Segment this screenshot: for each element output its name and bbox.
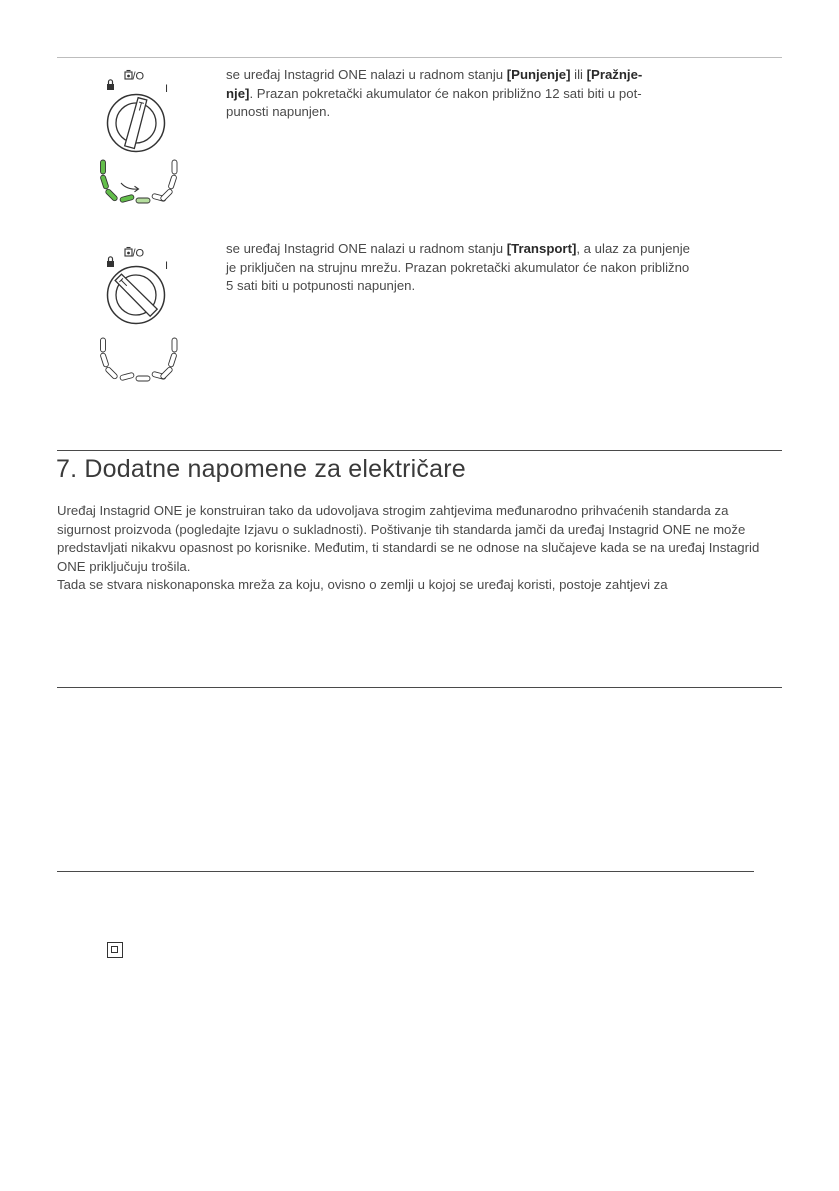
selector-dial-figure-1: [94, 68, 190, 208]
top-divider: [57, 57, 782, 58]
text-2a: se uređaj Instagrid ONE nalazi u radnom stanju: [226, 241, 507, 256]
text-1b: ili: [570, 67, 587, 82]
lock-icon: [107, 80, 114, 90]
mode-transport: [Transport]: [506, 241, 577, 256]
mode-discharging: [Pražnje-: [586, 67, 643, 82]
section-heading: 7. Dodatne napomene za električare: [56, 455, 466, 483]
transport-icon: [125, 71, 132, 80]
paragraph-1: Uređaj Instagrid ONE je konstruiran tako da udovoljava strogim zahtjevima međunarodno prihvaćenih standarda za sigurnost proizvoda (pogledajte Izjavu o sukladnosti). Poštivanje tih standarda jamči da uređaj Instagrid ONE ne može predstavljati nikakvu opasnost po korisnike. Međutim, ti standardi se ne odnose na slučajeve kada se na uređaj Instagrid ONE priključuju trošila.: [57, 503, 760, 574]
text-1d: punosti napunjen.: [226, 104, 331, 120]
dial-on-label: I: [165, 260, 169, 272]
transport-icon: [125, 248, 132, 257]
text-1c: . Prazan pokretački akumulator će nakon približno 12 sati biti u pot-: [249, 85, 642, 101]
led-ring-off: [100, 338, 177, 381]
paragraph-2: Tada se stvara niskonaponska mreža za koju, ovisno o zemlji u kojoj se uređaj koristi, postoje zahtjevi za: [57, 577, 668, 593]
divider-2: [57, 687, 782, 688]
text-2b: , a ulaz za punjenje: [576, 241, 690, 256]
divider-3: [57, 871, 754, 872]
selector-dial-figure-2: [94, 243, 190, 388]
arrow-icon: [121, 183, 139, 192]
transport-description: [226, 240, 786, 296]
dial-top-label: /O: [132, 247, 145, 260]
text-1a: se uređaj Instagrid ONE nalazi u radnom stanju: [226, 67, 507, 82]
text-2d: 5 sati biti u potpunosti napunjen.: [226, 278, 416, 294]
dial-top-label: /O: [132, 70, 145, 83]
led-ring-charging: [100, 160, 177, 203]
lock-icon: [107, 257, 114, 267]
charging-description: [226, 66, 726, 122]
dial-on-label: I: [165, 83, 169, 95]
section-divider: [57, 450, 782, 451]
text-2c: je priključen na strujnu mrežu. Prazan pokretački akumulator će nakon približno: [226, 259, 690, 275]
double-insulation-icon: [107, 942, 123, 958]
mode-charging: [Punjenje]: [506, 67, 571, 82]
section-body: [57, 502, 784, 595]
mode-discharging-2: nje]: [226, 85, 250, 101]
